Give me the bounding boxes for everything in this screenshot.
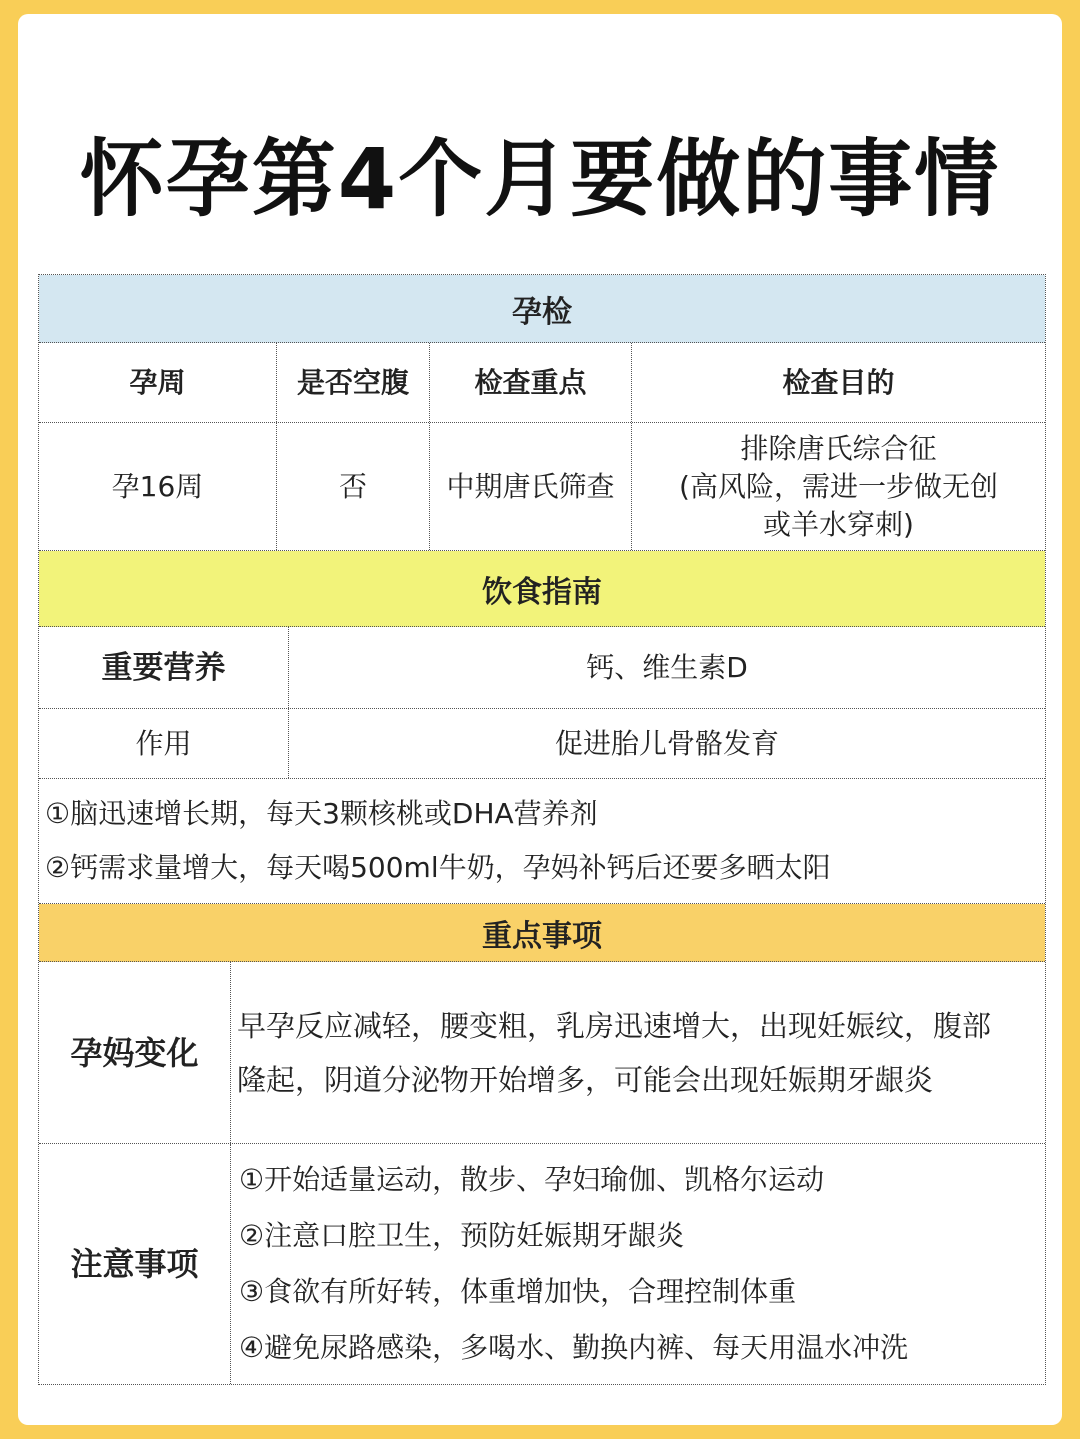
attention-label: 注意事项 (39, 1144, 231, 1384)
changes-label: 孕妈变化 (39, 962, 231, 1143)
section-heading-diet: 饮食指南 (39, 551, 1045, 627)
attention-row (39, 1144, 1045, 1384)
section-heading-key-points: 重点事项 (39, 904, 1045, 962)
effect-row (39, 709, 1045, 779)
section-heading-checkup: 孕检 (39, 275, 1045, 343)
purpose-line: 排除唐氏综合征 (740, 431, 937, 465)
focus-value: 中期唐氏筛查 (430, 423, 632, 550)
column-header-purpose: 检查目的 (782, 365, 895, 399)
checkup-data-row (39, 423, 1045, 551)
changes-line: 隆起，阴道分泌物开始增多，可能会出现妊娠期牙龈炎 (237, 1062, 934, 1097)
diet-notes (39, 779, 1045, 904)
nutrition-label: 重要营养 (39, 627, 289, 708)
changes-text (231, 962, 1045, 1143)
diet-note: ①脑迅速增长期，每天3颗核桃或DHA营养剂 (45, 797, 598, 830)
changes-row (39, 962, 1045, 1144)
column-header-week: 孕周 (39, 343, 277, 422)
nutrition-value: 钙、维生素D (586, 650, 748, 684)
purpose-line: (高风险，需进一步做无创 (679, 469, 998, 503)
nutrition-row (39, 627, 1045, 709)
attention-list (231, 1144, 1045, 1384)
column-header-fasting: 是否空腹 (277, 343, 430, 422)
column-header-focus: 检查重点 (430, 343, 632, 422)
changes-line: 早孕反应减轻，腰变粗，乳房迅速增大，出现妊娠纹，腹部 (237, 1008, 992, 1043)
attention-item: ①开始适量运动，散步、孕妇瑜伽、凯格尔运动 (239, 1163, 825, 1196)
content-card (18, 14, 1062, 1425)
diet-note: ②钙需求量增大，每天喝500ml牛奶，孕妈补钙后还要多晒太阳 (45, 851, 831, 884)
effect-value: 促进胎儿骨骼发育 (554, 726, 779, 760)
attention-item: ④避免尿路感染，多喝水、勤换内裤、每天用温水冲洗 (239, 1331, 909, 1364)
attention-item: ③食欲有所好转，体重增加快，合理控制体重 (239, 1275, 797, 1308)
effect-label: 作用 (39, 709, 289, 778)
purpose-value (632, 423, 1045, 550)
week-value: 孕16周 (39, 423, 277, 550)
checkup-header-row (39, 343, 1045, 423)
fasting-value: 否 (277, 423, 430, 550)
info-table (38, 274, 1046, 1385)
page-title: 怀孕第4个月要做的事情 (79, 130, 1001, 228)
attention-item: ②注意口腔卫生，预防妊娠期牙龈炎 (239, 1219, 685, 1252)
purpose-line: 或羊水穿刺) (763, 507, 914, 541)
